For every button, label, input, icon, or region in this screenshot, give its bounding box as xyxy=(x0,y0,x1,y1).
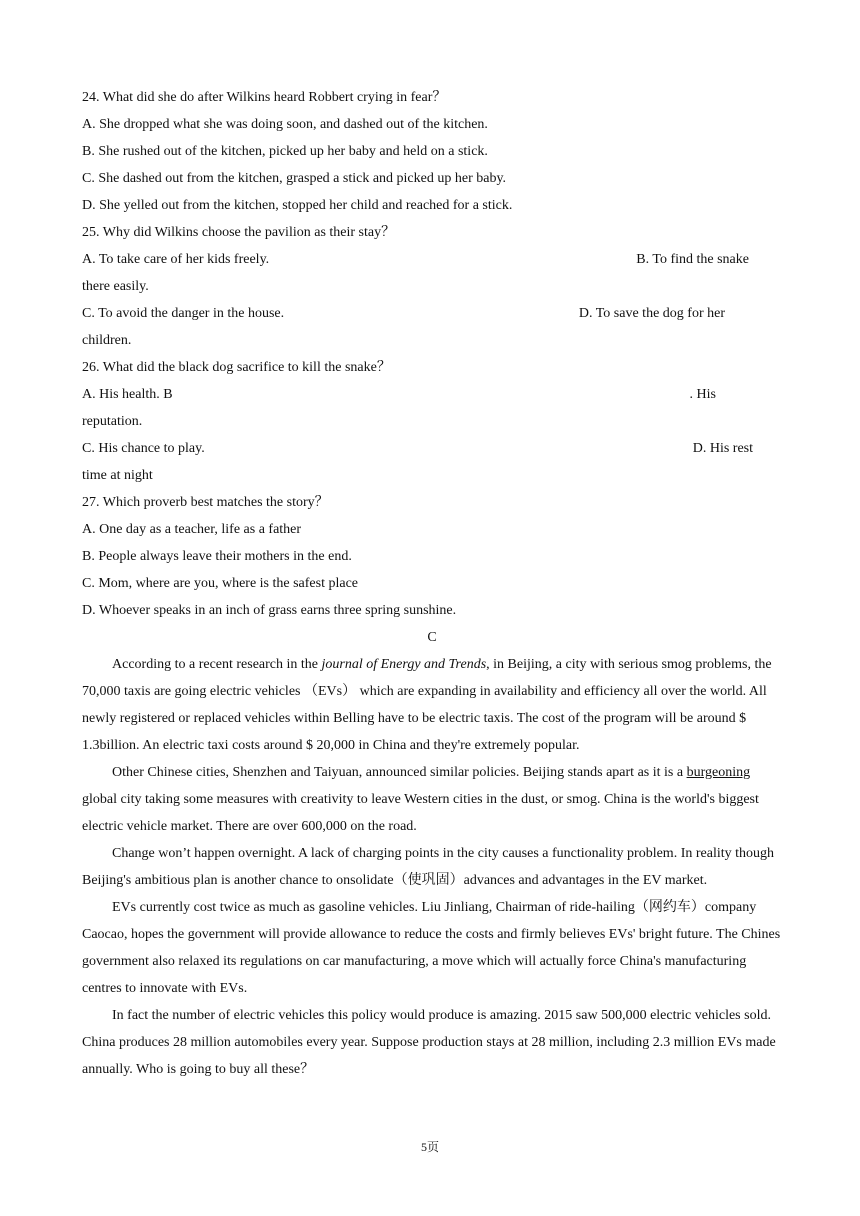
q26-option-a: A. His health. B xyxy=(82,387,173,402)
underlined-word: burgeoning xyxy=(686,765,751,780)
q25-question: 25. Why did Wilkins choose the pavilion as their stay？ xyxy=(82,225,396,240)
q25-option-c: C. To avoid the danger in the house. xyxy=(82,306,285,321)
q26-option-d-cont: time at night xyxy=(82,468,153,483)
p2-text-start: Other Chinese cities, Shenzhen and Taiyuan, announced similar policies. Beijing stands apart as it is a xyxy=(112,765,687,780)
q25-option-d-cont: children. xyxy=(82,333,132,348)
q25-option-b: B. To find the snake xyxy=(636,252,749,267)
q27-option-a: A. One day as a teacher, life as a father xyxy=(82,522,302,537)
q25-option-b-cont: there easily. xyxy=(82,279,149,294)
q24-option-d: D. She yelled out from the kitchen, stopped her child and reached for a stick. xyxy=(82,198,513,213)
q27-option-b: B. People always leave their mothers in the end. xyxy=(82,549,352,564)
q26-row-ab xyxy=(82,381,782,408)
q27-option-c: C. Mom, where are you, where is the safest place xyxy=(82,576,359,591)
page-number: 5页 xyxy=(420,1140,439,1154)
passage-paragraph-1 xyxy=(82,651,782,759)
q26-option-c: C. His chance to play. xyxy=(82,441,205,456)
journal-title: journal of Energy and Trends xyxy=(321,657,487,672)
q24-option-b: B. She rushed out of the kitchen, picked up her baby and held on a stick. xyxy=(82,144,488,159)
q25-row-cd xyxy=(82,300,782,327)
q27-option-d: D. Whoever speaks in an inch of grass earns three spring sunshine. xyxy=(82,603,457,618)
passage-paragraph-2 xyxy=(82,759,782,840)
q26-question: 26. What did the black dog sacrifice to kill the snake？ xyxy=(82,360,391,375)
p2-text-end: global city taking some measures with creativity to leave Western cities in the dust, or smog. China is the world's biggest electric vehicle market. There are over 600,000 on the road. xyxy=(82,792,759,834)
passage-paragraph-4: EVs currently cost twice as much as gasoline vehicles. Liu Jinliang, Chairman of ride-hailing（网约车）company Caocao, hopes the government will provide allowance to reduce the costs and firmly believes EVs' bright future. The Chines government also relaxed its regulations on car manufacturing, a move which will actually force China's manufacturing centres to innovate with EVs. xyxy=(82,900,781,996)
q26-option-b-cont: reputation. xyxy=(82,414,143,429)
q26-option-b: . His xyxy=(689,387,716,402)
q26-option-d: D. His rest xyxy=(692,441,753,456)
p1-text-end: , in Beijing, a city with serious smog problems, the 70,000 taxis are going electric vehicles （EVs） which are expanding in availability and efficiency all over the world. All newly registered or replaced vehicles within Belling have to be electric taxis. The cost of the program will be around $ 1.3billion. An electric taxi costs around $ 20,000 in China and they're extremely popular. xyxy=(82,657,772,753)
q26-row-cd xyxy=(82,435,782,462)
q25-option-a: A. To take care of her kids freely. xyxy=(82,252,270,267)
p1-text-start: According to a recent research in the xyxy=(112,657,322,672)
q27-question: 27. Which proverb best matches the story？ xyxy=(82,495,329,510)
passage-paragraph-5: In fact the number of electric vehicles this policy would produce is amazing. 2015 saw 500,000 electric vehicles sold. China produces 28 million automobiles every year. Suppose production stays at 28 million, including 2.3 million EVs made annually. Who is going to buy all these？ xyxy=(82,1008,776,1077)
document-page xyxy=(82,84,782,1083)
passage-paragraph-3: Change won’t happen overnight. A lack of charging points in the city causes a functionality problem. In reality though Beijing's ambitious plan is another chance to onsolidate（使巩固）advances and advantages in the EV market. xyxy=(82,846,774,888)
q25-row-ab xyxy=(82,246,782,273)
q25-option-d: D. To save the dog for her xyxy=(578,306,725,321)
section-heading: C xyxy=(427,630,437,645)
q24-option-a: A. She dropped what she was doing soon, and dashed out of the kitchen. xyxy=(82,117,488,132)
q24-option-c: C. She dashed out from the kitchen, grasped a stick and picked up her baby. xyxy=(82,171,507,186)
q24-question: 24. What did she do after Wilkins heard Robbert crying in fear？ xyxy=(82,90,447,105)
